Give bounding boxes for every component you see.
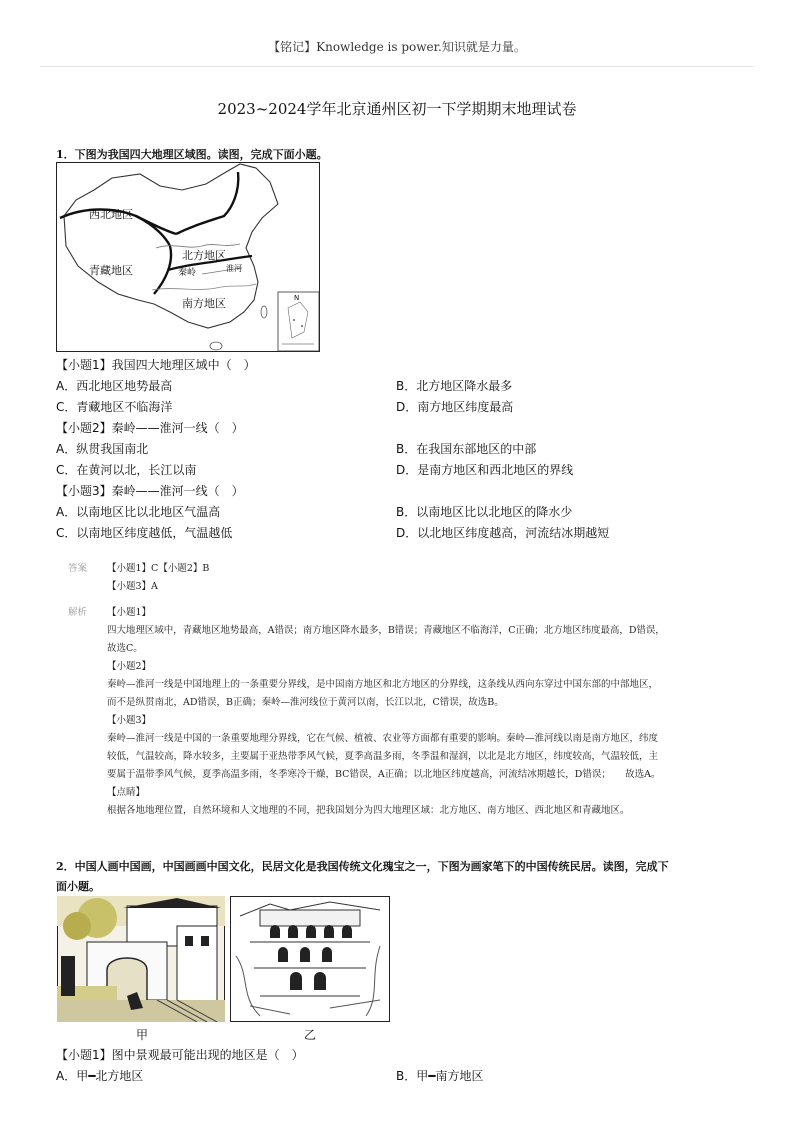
q2-stem-line: 面小题。: [56, 880, 100, 893]
q1-sub1-option-c[interactable]: C．青藏地区不临海洋: [56, 400, 173, 414]
analysis-line: 【小题2】: [107, 661, 152, 672]
caption-yi: 乙: [304, 1028, 317, 1042]
q2-stem-line: 2．中国人画中国画，中国画画中国文化，民居文化是我国传统文化瑰宝之一，下图为画家笔下的中国传统民居。读图，完成下: [56, 860, 669, 873]
analysis-line: 而不是纵贯南北，AD错误，B正确；秦岭—淮河线位于黄河以南，长江以北，C错误，故选B。: [107, 697, 504, 708]
analysis-line: 【小题1】: [107, 607, 152, 618]
analysis-label: 解析: [68, 607, 88, 618]
q1-sub2-option-d[interactable]: D．是南方地区和西北地区的界线: [396, 463, 574, 477]
painting-yi: [230, 896, 390, 1022]
page-header: 【铭记】Knowledge is power.知识就是力量。: [268, 40, 526, 54]
map-label-qinling: 秦岭: [178, 268, 197, 278]
analysis-line: 要属于温带季风气候，夏季高温多雨，冬季寒冷干燥，BC错误，A正确；以北地区纬度越高，河流结冰期越长，D错误； 故选A。: [107, 769, 661, 780]
answer-line: 【小题3】A: [107, 581, 158, 592]
analysis-line: 较低，气温较高，降水较多，主要属于亚热带季风气候，夏季高温多雨，冬季温和湿润，以北是北方地区，纬度较高，气温较低，主: [107, 751, 659, 762]
q1-sub1-option-a[interactable]: A．西北地区地势最高: [56, 379, 173, 393]
doc-title: 2023~2024学年北京通州区初一下学期期末地理试卷: [217, 100, 577, 118]
analysis-line: 四大地理区域中，青藏地区地势最高，A错误；南方地区降水最多，B错误；青藏地区不临海洋，C正确；北方地区纬度最高，D错误，: [107, 625, 665, 636]
q1-sub3-option-d[interactable]: D．以北地区纬度越高，河流结冰期越短: [396, 526, 610, 540]
answer-label: 答案: [68, 563, 88, 574]
q1-sub2-option-b[interactable]: B．在我国东部地区的中部: [396, 442, 537, 456]
map-label-qinghai-tibet: 青藏地区: [89, 264, 133, 277]
analysis-line: 【点睛】: [107, 787, 146, 798]
analysis-line: 故选C。: [107, 643, 143, 654]
q2-sub1-option-a[interactable]: A．甲━北方地区: [56, 1069, 144, 1083]
caption-jia: 甲: [136, 1028, 149, 1042]
map-label-northwest: 西北地区: [89, 208, 133, 221]
analysis-line: 秦岭—淮河一线是中国的一条重要地理分界线，它在气候、植被、农业等方面都有重要的影响。秦岭—淮河线以南是南方地区，纬度: [107, 733, 659, 744]
painting-jia: [57, 896, 225, 1022]
q1-sub3-option-c[interactable]: C．以南地区纬度越低，气温越低: [56, 526, 233, 540]
header-rule: [40, 66, 754, 67]
map-label-south: 南方地区: [182, 297, 226, 310]
q1-sub2-option-c[interactable]: C．在黄河以北，长江以南: [56, 463, 197, 477]
q1-sub1-option-b[interactable]: B．北方地区降水最多: [396, 379, 513, 393]
q2-sub1-question: 【小题1】图中景观最可能出现的地区是（ ）: [56, 1048, 304, 1062]
map-label-huaihe: 淮河: [226, 264, 242, 273]
analysis-line: 根据各地地理位置，自然环境和人文地理的不同，把我国划分为四大地理区域：北方地区、南方地区、西北地区和青藏地区。: [107, 805, 630, 816]
q1-sub1-question: 【小题1】我国四大地理区域中（ ）: [56, 358, 256, 372]
q1-sub3-option-a[interactable]: A．以南地区比以北地区气温高: [56, 505, 221, 519]
map-north-arrow: N: [294, 294, 300, 302]
analysis-line: 秦岭—淮河一线是中国地理上的一条重要分界线，是中国南方地区和北方地区的分界线，这条线从西向东穿过中国东部的中部地区，: [107, 679, 659, 690]
analysis-line: 【小题3】: [107, 715, 152, 726]
q1-sub2-option-a[interactable]: A．纵贯我国南北: [56, 442, 149, 456]
q1-sub3-option-b[interactable]: B．以南地区比以北地区的降水少: [396, 505, 573, 519]
map-label-north: 北方地区: [182, 249, 226, 262]
q2-sub1-option-b[interactable]: B．甲━南方地区: [396, 1069, 484, 1083]
china-region-map: [56, 162, 320, 352]
q1-sub1-option-d[interactable]: D．南方地区纬度最高: [396, 400, 514, 414]
q1-sub2-question: 【小题2】秦岭——淮河一线（ ）: [56, 421, 244, 435]
q1-stem: 1．下图为我国四大地理区域图。读图，完成下面小题。: [56, 148, 328, 161]
answer-line: 【小题1】C【小题2】B: [107, 563, 210, 574]
q1-sub3-question: 【小题3】秦岭——淮河一线（ ）: [56, 484, 244, 498]
